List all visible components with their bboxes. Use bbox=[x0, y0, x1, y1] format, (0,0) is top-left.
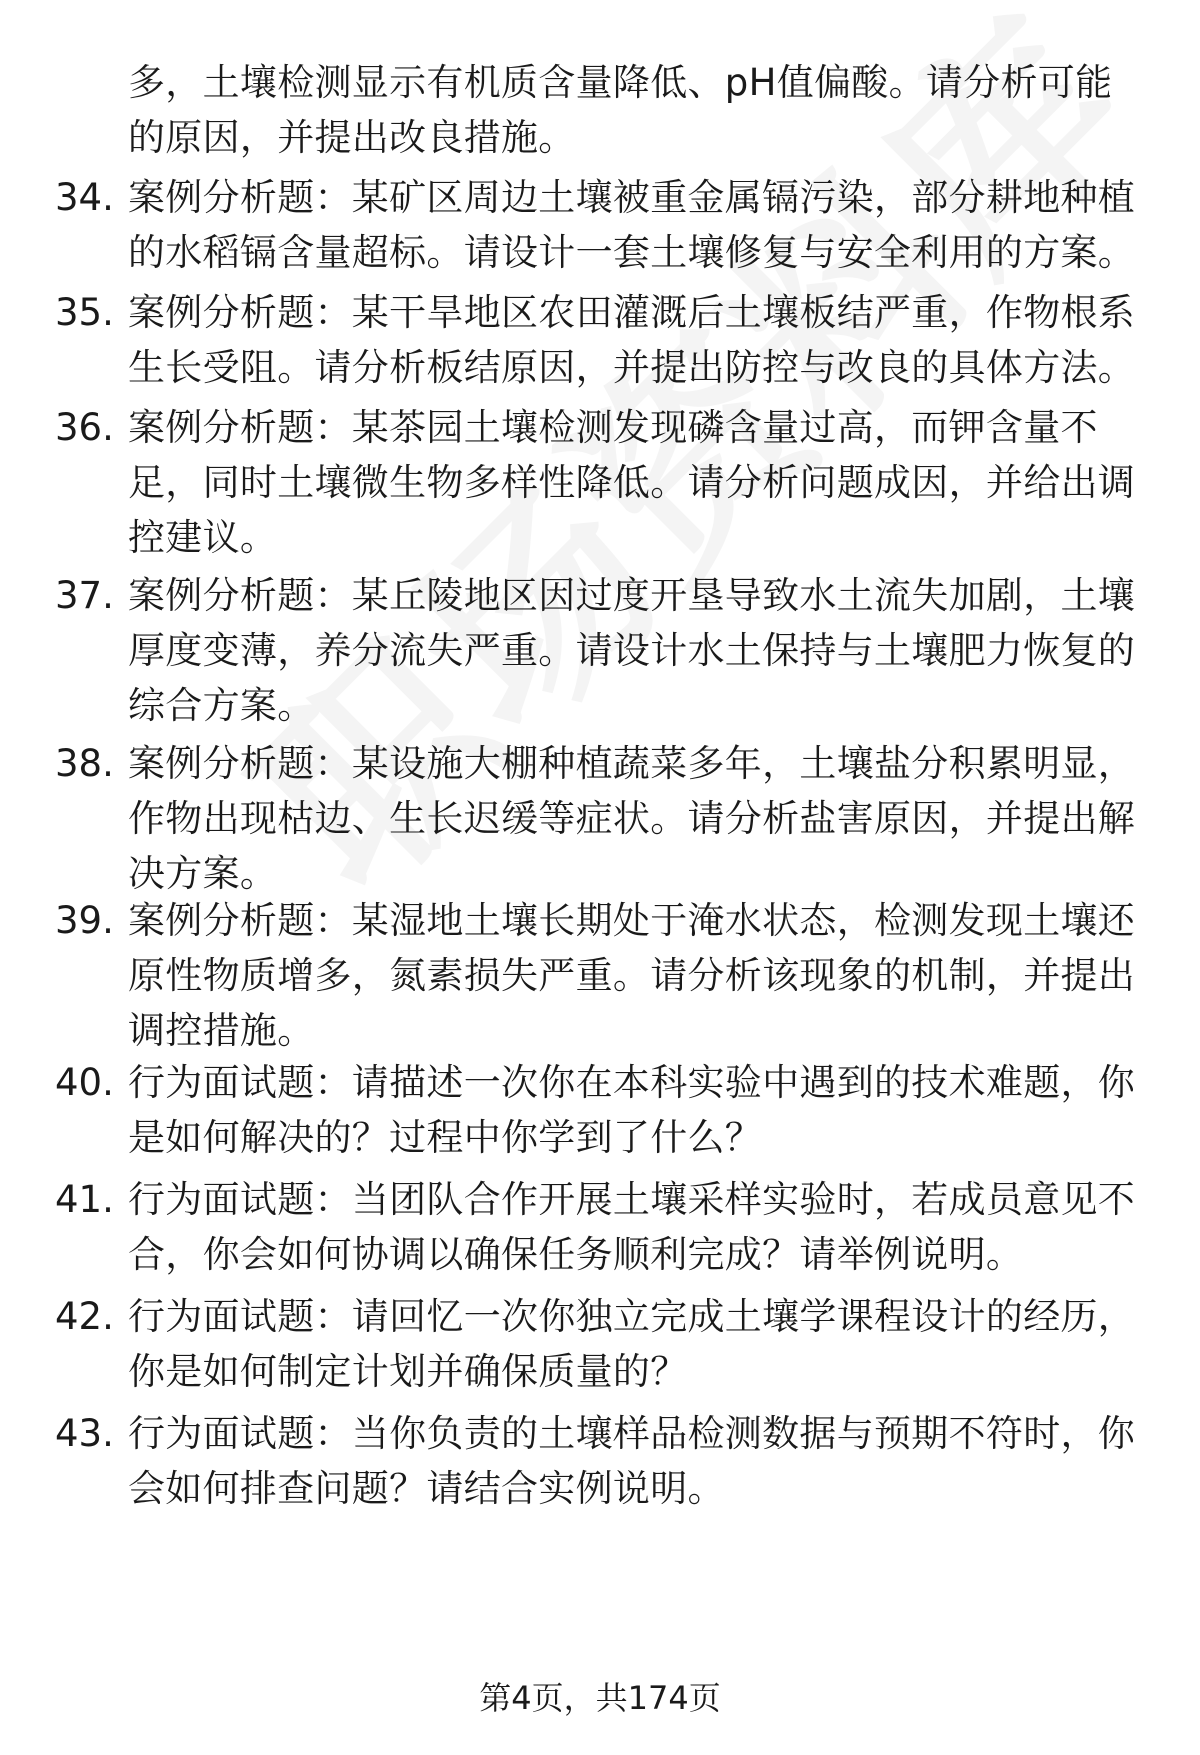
question-text: 行为面试题：当你负责的土壤样品检测数据与预期不符时，你会如何排查问题？请结合实例说明。 bbox=[128, 1412, 1136, 1510]
question-text: 案例分析题：某丘陵地区因过度开垦导致水土流失加剧，土壤厚度变薄，养分流失严重。请设计水土保持与土壤肥力恢复的综合方案。 bbox=[128, 574, 1136, 727]
question-number: 42. bbox=[55, 1295, 114, 1338]
question-number: 34. bbox=[55, 176, 114, 219]
question-text: 案例分析题：某矿区周边土壤被重金属镉污染，部分耕地种植的水稻镉含量超标。请设计一套土壤修复与安全利用的方案。 bbox=[128, 176, 1136, 274]
question-number: 40. bbox=[55, 1061, 114, 1104]
question-number: 43. bbox=[55, 1412, 114, 1455]
question-number: 36. bbox=[55, 406, 114, 449]
question-continuation: 多，土壤检测显示有机质含量降低、pH值偏酸。请分析可能的原因，并提出改良措施。 bbox=[128, 61, 1113, 159]
question-text: 案例分析题：某干旱地区农田灌溉后土壤板结严重，作物根系生长受阻。请分析板结原因，并提出防控与改良的具体方法。 bbox=[128, 291, 1136, 389]
question-text: 行为面试题：当团队合作开展土壤采样实验时，若成员意见不合，你会如何协调以确保任务顺利完成？请举例说明。 bbox=[128, 1178, 1136, 1276]
question-text: 行为面试题：请回忆一次你独立完成土壤学课程设计的经历，你是如何制定计划并确保质量的？ bbox=[128, 1295, 1136, 1393]
question-text: 案例分析题：某湿地土壤长期处于淹水状态，检测发现土壤还原性物质增多，氮素损失严重。请分析该现象的机制，并提出调控措施。 bbox=[128, 899, 1136, 1052]
question-number: 39. bbox=[55, 899, 114, 942]
question-number: 37. bbox=[55, 574, 114, 617]
question-number: 38. bbox=[55, 742, 114, 785]
question-number: 35. bbox=[55, 291, 114, 334]
question-text: 行为面试题：请描述一次你在本科实验中遇到的技术难题，你是如何解决的？过程中你学到了什么？ bbox=[128, 1061, 1136, 1159]
question-text: 案例分析题：某茶园土壤检测发现磷含量过高，而钾含量不足，同时土壤微生物多样性降低。请分析问题成因，并给出调控建议。 bbox=[128, 406, 1136, 559]
page-number-footer: 第4页，共174页 bbox=[479, 1679, 721, 1717]
question-text: 案例分析题：某设施大棚种植蔬菜多年，土壤盐分积累明显，作物出现枯边、生长迟缓等症状。请分析盐害原因，并提出解决方案。 bbox=[128, 742, 1136, 895]
question-number: 41. bbox=[55, 1178, 114, 1221]
